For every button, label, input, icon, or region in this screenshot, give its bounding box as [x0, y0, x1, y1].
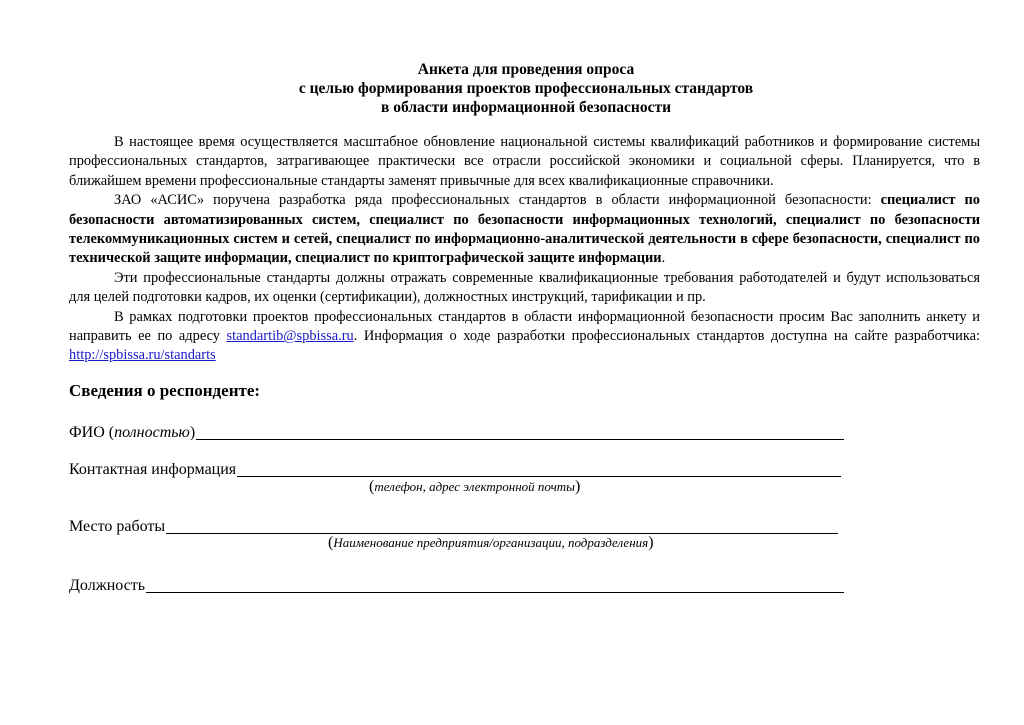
fio-label-end: )	[189, 424, 196, 441]
work-label: Место работы	[69, 518, 166, 535]
paragraph-2-intro: ЗАО «АСИС» поручена разработка ряда профессиональных стандартов в области информационной безопасности:	[114, 192, 881, 209]
fio-label-start: ФИО (	[69, 424, 115, 441]
title-line-2: с целью формирования проектов профессиональных стандартов	[298, 80, 754, 97]
paragraph-2-specialists: специалист по безопасности автоматизированных систем, специалист по безопасности информационных технологий, специалист по безопасности телекоммуникационных систем и сетей, специалист по информационно-аналитической деятельности в сфере безопасности, специалист по технической защите информации, специалист по криптографической защите информации	[69, 192, 980, 267]
fio-field	[69, 420, 844, 442]
work-hint-close: )	[648, 534, 654, 551]
contact-field	[69, 457, 841, 479]
contact-hint	[369, 478, 580, 496]
work-field	[69, 514, 838, 536]
work-hint-open: (	[328, 534, 334, 551]
work-hint	[328, 534, 654, 552]
paragraph-4-intro: В рамках подготовки проектов профессиональных стандартов в области информационной безопасности просим Вас заполнить анкету и направить ее по адресу	[69, 308, 980, 345]
work-hint-text: Наименование предприятия/организации, подразделения	[333, 535, 649, 550]
contact-input-line[interactable]	[237, 459, 841, 477]
document-title	[0, 60, 1024, 117]
paragraph-2-end: .	[661, 250, 666, 267]
position-input-line[interactable]	[146, 575, 844, 593]
paragraph-2	[69, 191, 980, 269]
paragraph-3: Эти профессиональные стандарты должны отражать современные квалификационные требования работодателей и будут использоваться для целей подготовки кадров, их оценки (сертификации), должностных инструкций, тарификации и пр.	[69, 269, 980, 306]
title-line-3: в области информационной безопасности	[380, 99, 672, 116]
work-input-line[interactable]	[166, 516, 838, 534]
contact-hint-close: )	[574, 478, 581, 495]
respondent-heading: Сведения о респонденте:	[69, 381, 261, 400]
paragraph-4	[69, 308, 980, 366]
paragraph-1: В настоящее время осуществляется масштабное обновление национальной системы квалификаций работников и формирование системы профессиональных стандартов, затрагивающее практически все отрасли российской экономики и социальной сферы. Планируется, что в ближайшем времени профессиональные стандарты заменят привычные для всех квалификационные справочники.	[69, 134, 980, 189]
position-label: Должность	[69, 577, 146, 594]
title-line-1: Анкета для проведения опроса	[417, 61, 635, 78]
position-field	[69, 573, 844, 595]
contact-hint-open: (	[369, 478, 375, 495]
contact-label: Контактная информация	[69, 461, 237, 478]
fio-label-italic: полностью	[114, 424, 190, 441]
fio-input-line[interactable]	[196, 422, 844, 440]
website-link[interactable]: http://spbissa.ru/standarts	[69, 347, 216, 364]
contact-hint-text: телефон, адрес электронной почты	[374, 479, 575, 494]
intro-text	[69, 133, 980, 366]
email-link[interactable]: standartib@spbissa.ru	[226, 328, 354, 345]
fio-label	[69, 424, 195, 442]
paragraph-4-middle: . Информация о ходе разработки профессиональных стандартов доступна на сайте разработчика:	[353, 328, 980, 345]
